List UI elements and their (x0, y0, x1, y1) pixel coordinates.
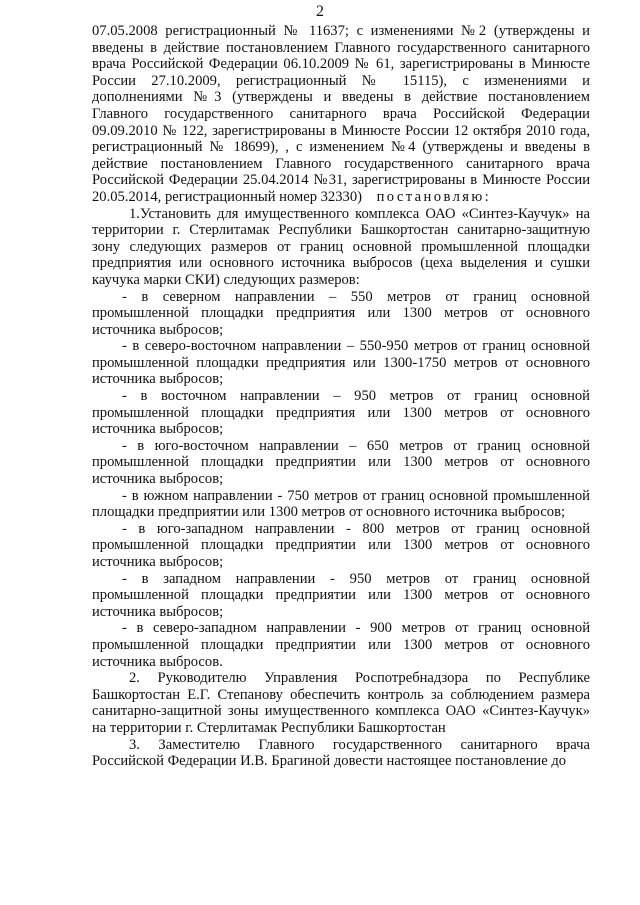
direction-west: - в западном направлении - 950 метров от границ основной промышленной площадки предприятии или 1300 метров от основного источника выбросов; (92, 570, 590, 620)
paragraph-1: 1.Установить для имущественного комплекса ОАО «Синтез-Каучук» на территории г. Стерлитамак Республики Башкортостан санитарно-защитную зону следующих размеров от границ основной промышленной площадки предприятия или основного источника выбросов (цеха выделения и сушки каучука марки СКИ) следующих размеров: (92, 205, 590, 288)
direction-east: - в восточном направлении – 950 метров от границ основной промышленной площадки предприятия или 1300 метров от основного источника выбросов; (92, 388, 590, 438)
direction-southeast: - в юго-восточном направлении – 650 метров от границ основной промышленной площадки предприятии или 1300 метров от основного источника выбросов; (92, 437, 590, 488)
decree-word: постановляю: (376, 188, 492, 205)
document-body (92, 23, 590, 770)
intro-paragraph (92, 23, 590, 206)
direction-northeast: - в северо-восточном направлении – 550-950 метров от границ основной промышленной площадки предприятия или 1300-1750 метров от основного источника выбросов; (92, 338, 590, 388)
paragraph-2: 2. Руководителю Управления Роспотребнадзора по Республике Башкортостан Е.Г. Степанову обеспечить контроль за соблюдением размера санитарно-защитной зоны имущественного комплекса ОАО «Синтез-Каучук» на территории г. Стерлитамак Республики Башкортостан (92, 670, 590, 736)
intro-text: 07.05.2008 регистрационный № 11637; с изменениями №2 (утверждены и введены в действие постановлением Главного государственного санитарного врача Российской Федерации 06.10.2009 № 61, зарегистрированы в Минюсте России 27.10.2009, регистрационный № 15115), с изменениями и дополнениями №3 (утверждены и введены в действие постановлением Главного государственного санитарного врача Российской Федерации 09.09.2010 № 122, зарегистрированы в Минюсте России 12 октября 2010 года, регистрационный № 18699), , с изменением №4 (утверждены и введены в действие постановлением Главного государственного санитарного врача Российской Федерации 25.04.2014 №31, зарегистрированы в Минюсте России 20.05.2014, регистрационный номер 32330) (92, 23, 590, 205)
page-number: 2 (316, 3, 324, 20)
direction-southwest: - в юго-западном направлении - 800 метров от границ основной промышленной площадки предприятии или 1300 метров от основного источника выбросов; (92, 520, 590, 570)
direction-north: - в северном направлении – 550 метров от границ основной промышленной площадки предприятия или 1300 метров от основного источника выбросов; (92, 288, 590, 338)
direction-south: - в южном направлении - 750 метров от границ основной промышленной площадки предприятии или 1300 метров от основного источника выбросов; (92, 487, 590, 521)
direction-northwest: - в северо-западном направлении - 900 метров от границ основной промышленной площадки предприятии или 1300 метров от основного источника выбросов. (92, 620, 590, 670)
paragraph-3: 3. Заместителю Главного государственного санитарного врача Российской Федерации И.В. Брагиной довести настоящее постановление до (92, 736, 590, 770)
